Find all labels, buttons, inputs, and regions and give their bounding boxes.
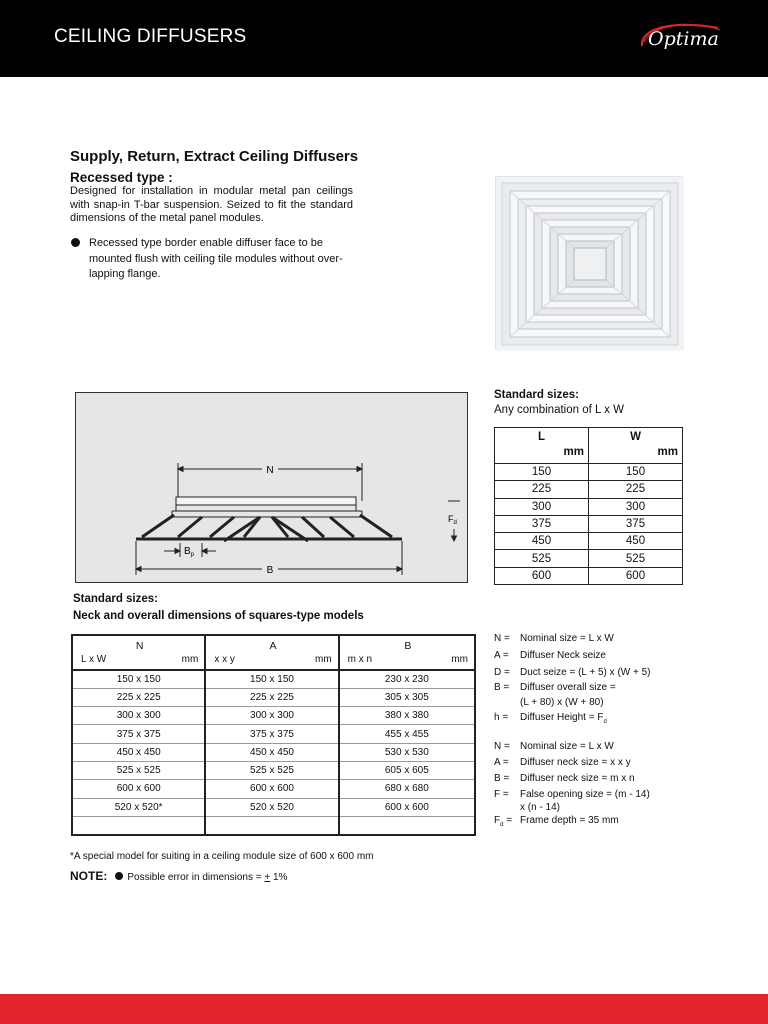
nab-sizes-table: [71, 634, 476, 836]
cross-section-diagram: [75, 392, 468, 583]
table-row: 520 x 520* 520 x 520 600 x 600: [72, 798, 475, 816]
note-bullet-icon: [115, 872, 123, 880]
section-subtitle: Recessed type :: [70, 170, 173, 185]
table-row: 150 x 150 150 x 150 230 x 230: [72, 670, 475, 688]
table-row: 450 450: [495, 533, 683, 550]
table-row: 150 150: [495, 464, 683, 481]
table-row: 375 x 375 375 x 375 455 x 455: [72, 725, 475, 743]
bullet-dot-icon: [71, 238, 80, 247]
note-label: NOTE:: [70, 869, 108, 883]
note-text: Possible error in dimensions =: [127, 872, 265, 883]
table-row: 600 600: [495, 567, 683, 584]
col-b-header: B m x n mm: [339, 635, 475, 670]
page-title: Supply, Return, Extract Ceiling Diffusers: [70, 148, 359, 165]
square-diffuser-image: [496, 177, 684, 351]
table-row: 525 525: [495, 550, 683, 567]
table-header-row: [72, 635, 475, 670]
dim-bp-label: $B_p$: [184, 546, 195, 558]
table-row: 450 x 450 450 x 450 530 x 530: [72, 743, 475, 761]
table-row: 300 x 300 300 x 300 380 x 380: [72, 707, 475, 725]
optima-logo: [634, 18, 734, 62]
col-w-header: W mm: [589, 428, 683, 464]
lw-sizes-subheading: Any combination of L x W: [494, 404, 624, 416]
description-text: Designed for installation in modular metal pan ceilings with snap-in T-bar suspension. Seized to fit the standard dimensions of the metal panel modules.: [70, 185, 353, 224]
note-percent: 1%: [270, 872, 288, 883]
col-n-header: N L x W mm: [72, 635, 205, 670]
table-row: 225 225: [495, 481, 683, 498]
table-row: 525 x 525 525 x 525 605 x 605: [72, 761, 475, 779]
lw-sizes-heading: Standard sizes:: [494, 389, 579, 401]
table-row: 600 x 600 600 x 600 680 x 680: [72, 780, 475, 798]
table-row: 225 x 225 225 x 225 305 x 305: [72, 688, 475, 706]
plus-minus-sign: +: [264, 872, 271, 883]
dim-fd-label: $F_d$: [448, 514, 457, 526]
col-a-header: A x x y mm: [205, 635, 338, 670]
note-line: [70, 869, 287, 883]
footnote-text: *A special model for suiting in a ceiling module size of 600 x 600 mm: [70, 851, 374, 862]
footer-red-bar: [0, 994, 768, 1024]
dim-n-label: N: [266, 465, 274, 476]
dim-b-label: B: [266, 565, 274, 576]
logo-text: Optima: [648, 28, 719, 50]
header-bar: [0, 0, 768, 77]
nab-sizes-heading: Standard sizes:: [73, 593, 158, 605]
table-row: 300 300: [495, 498, 683, 515]
lw-sizes-table: [494, 427, 683, 585]
table-header-row: [495, 428, 683, 464]
table-row: [72, 816, 475, 834]
header-title: CEILING DIFFUSERS: [54, 26, 247, 47]
table-row: 375 375: [495, 515, 683, 532]
bullet-text: Recessed type border enable diffuser face to be mounted flush with ceiling tile modules without over-lapping flange.: [89, 237, 343, 280]
nab-sizes-subheading: Neck and overall dimensions of squares-type models: [73, 610, 364, 622]
diffuser-photo: [495, 176, 683, 350]
col-l-header: L mm: [495, 428, 589, 464]
diffuser-section-drawing: [76, 393, 469, 584]
